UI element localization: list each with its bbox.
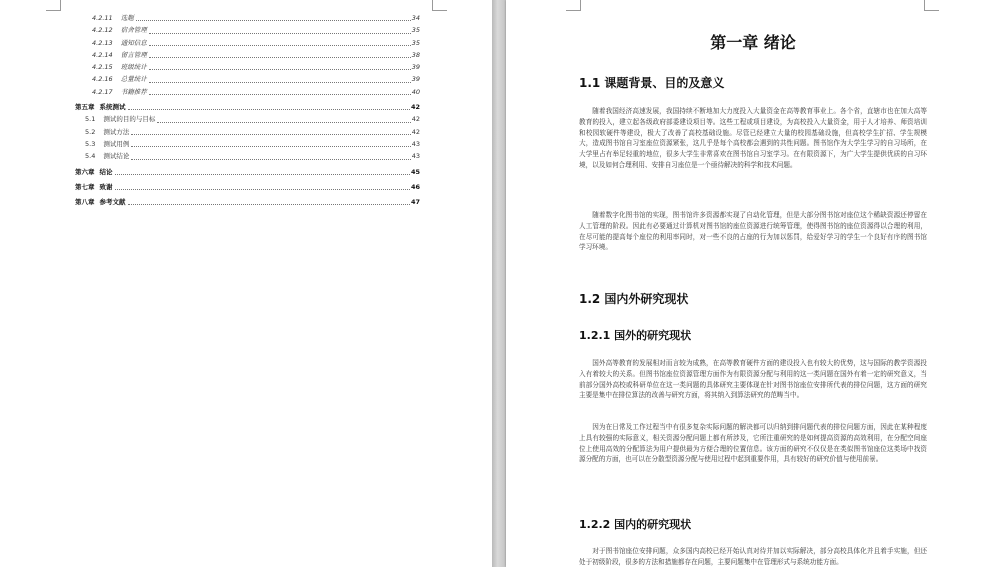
toc-entry-page: 40 — [411, 87, 420, 96]
toc-leader-dots — [149, 94, 411, 95]
toc-entry-page: 42 — [411, 115, 420, 124]
toc-entry[interactable] — [75, 113, 420, 125]
toc-entry-number: 4.2.13 — [92, 38, 113, 47]
toc-entry-number: 4.2.15 — [92, 63, 113, 72]
toc-entry-page: 39 — [411, 75, 420, 84]
toc-entry[interactable] — [75, 101, 420, 113]
document-page-toc — [0, 0, 492, 567]
toc-entry-title: 测试结论 — [103, 152, 130, 161]
toc-entry-number: 5.4 — [85, 152, 96, 161]
toc-entry-page: 35 — [411, 38, 420, 47]
toc-entry-page: 43 — [411, 152, 420, 161]
toc-entry-number: 5.1 — [85, 115, 96, 124]
page-gutter — [492, 0, 506, 567]
toc-entry-number: 4.2.17 — [92, 87, 113, 96]
toc-entry[interactable] — [75, 196, 420, 208]
toc-entry-title: 书籍推荐 — [120, 87, 147, 96]
toc-leader-dots — [149, 69, 411, 70]
toc-entry[interactable] — [75, 138, 420, 150]
toc-leader-dots — [128, 204, 410, 205]
toc-entry-title: 测试的目的与目标 — [103, 115, 156, 124]
toc-entry-page: 39 — [411, 63, 420, 72]
toc-leader-dots — [115, 189, 410, 190]
toc-leader-dots — [128, 109, 410, 110]
crop-mark — [566, 0, 581, 11]
toc-leader-dots — [136, 20, 411, 21]
toc-entry[interactable] — [75, 126, 420, 138]
toc-entry-title: 宿舍管理 — [120, 26, 147, 35]
toc-entry-page: 47 — [410, 198, 420, 207]
paragraph: 随着我国经济高速发展，我国持续不断地加大力度投入大量资金在高等教育事业上。各个省，直辖市也在加大高等教育的投入，建立起各级政府部委建设项目等。这些工程或项目建设，为高校投入大量资金，用于人才培养、师资培训和校园软硬件等建设，极大了改善了高校基础设施。尽管已经建立大量的校园基础设施，但高校学生扩招、学生规模大，造成图书馆自习室座位资源紧张，这几乎是每个高校都会遇到的共性问题。图书馆作为大学生学习的自习场所，在大学里占有举足轻重的地位，很多大学生非常喜欢在图书馆自习室学习。在有限资源下，为广大学生提供优质的自习环境，以及如何合理利用、安排自习座位是一个亟待解决的科学和技术问题。 — [579, 107, 927, 169]
toc-leader-dots — [131, 134, 410, 135]
toc-entry[interactable] — [75, 73, 420, 85]
toc-entry-page: 45 — [410, 167, 420, 176]
toc-entry-title: 班级统计 — [120, 63, 147, 72]
section-heading-1-2-2: 1.2.2 国内的研究现状 — [579, 518, 692, 531]
toc-entry-number: 5.2 — [85, 127, 96, 136]
toc-entry[interactable] — [75, 86, 420, 98]
paragraph: 国外高等教育的发展相对而言较为成熟，在高等教育硬件方面的建设投入也有较大的优势，这与国际的教学资源投入有着较大的关系。但图书馆座位资源管理方面作为有限资源分配与利用的这一类问题在国外有着一定的研究意义，当前部分国外高校或科研单位在这一类问题的具体研究主要体现在针对图书馆座位安排所代表的排位问题，这方面的研究主要是集中在排位算法的改善与研究方面，将其纳入到算法研究的范畴当中。 — [579, 359, 927, 400]
chapter-title: 第一章 绪论 — [710, 33, 796, 52]
toc-entry-page: 38 — [411, 50, 420, 59]
toc-entry-page: 34 — [411, 14, 420, 22]
section-heading-1-2-1: 1.2.1 国外的研究现状 — [579, 329, 692, 342]
toc-entry-number: 4.2.16 — [92, 75, 113, 84]
table-of-contents — [75, 12, 420, 208]
paragraph: 因为在日常及工作过程当中有很多复杂实际问题的解决都可以归纳到排问题代表的排位问题方面，因此在某种程度上具有较强的实际意义，相关资源分配问题上都有所涉及，它所注重研究的是如何提高资源的高效利用，在分配空间座位上使用高效的分配算法为用户提供最为方便合理的位置信息。该方面的研究不仅仅是在类似图书馆座位这类场中找资源分配的方面，也可以在分散型资源分配与使用过程中起到重要作用，具有较好的研究价值与使用前景。 — [579, 423, 927, 464]
toc-entry[interactable] — [75, 150, 420, 162]
toc-entry-page: 46 — [410, 182, 420, 191]
toc-entry-title: 测试用例 — [103, 139, 130, 148]
toc-leader-dots — [115, 174, 410, 175]
crop-mark — [924, 0, 939, 11]
toc-entry-number: 4.2.14 — [92, 50, 113, 59]
crop-mark — [46, 0, 61, 11]
toc-entry-page: 35 — [411, 26, 420, 35]
toc-leader-dots — [131, 146, 410, 147]
document-page-body — [506, 0, 999, 567]
section-heading-1-1: 1.1 课题背景、目的及意义 — [579, 76, 725, 90]
toc-entry-number: 5.3 — [85, 139, 96, 148]
toc-entry[interactable] — [75, 37, 420, 49]
toc-entry[interactable] — [75, 49, 420, 61]
toc-leader-dots — [131, 159, 410, 160]
paragraph: 对于图书馆座位安排问题，众多国内高校已经开始认真对待并加以实际解决，部分高校具体化并且着手实施，但还处于初级阶段，很多的方法和措施都存在问题，主要问题集中在管理形式与系统功能方面。 — [579, 547, 927, 566]
toc-leader-dots — [149, 33, 411, 34]
toc-leader-dots — [149, 45, 411, 46]
toc-entry-number: 第五章 — [75, 103, 95, 112]
toc-leader-dots — [149, 82, 411, 83]
toc-entry-page: 42 — [411, 127, 420, 136]
toc-entry-number: 第六章 — [75, 167, 95, 176]
toc-entry[interactable] — [75, 24, 420, 36]
toc-entry-title: 总量统计 — [120, 75, 147, 84]
toc-entry-number: 4.2.12 — [92, 26, 113, 35]
toc-entry-title: 参考文献 — [99, 198, 126, 207]
toc-entry-number: 第八章 — [75, 198, 95, 207]
toc-entry-title: 留言管理 — [120, 50, 147, 59]
toc-entry-title: 选题 — [120, 14, 134, 22]
paragraph: 随着数字化图书馆的实现，图书馆许多资源都实现了自动化管理，但是大部分图书馆对座位这个稀缺资源还停留在人工管理的阶段。因此有必要通过计算机对图书馆的座位资源进行统筹管理，使得图书馆的座位资源得以合理的利用，在尽可能的提高每个座位的利用率同时，对一些不良的占座的行为加以惩罚，给爱好学习的学生一个良好有序的图书馆学习环境。 — [579, 211, 927, 252]
section-heading-1-2: 1.2 国内外研究现状 — [579, 292, 689, 306]
toc-entry-title: 测试方法 — [103, 127, 130, 136]
toc-entry-title: 结论 — [99, 167, 113, 176]
toc-entry-number: 第七章 — [75, 182, 95, 191]
toc-entry-title: 系统测试 — [99, 103, 126, 112]
toc-leader-dots — [157, 122, 410, 123]
toc-entry-page: 43 — [411, 139, 420, 148]
toc-entry-page: 42 — [410, 103, 420, 112]
toc-entry-title: 通知信息 — [120, 38, 147, 47]
toc-leader-dots — [149, 57, 411, 58]
toc-entry[interactable] — [75, 181, 420, 193]
toc-entry[interactable] — [75, 166, 420, 178]
toc-entry[interactable] — [75, 12, 420, 24]
toc-entry[interactable] — [75, 61, 420, 73]
toc-entry-title: 致谢 — [99, 182, 113, 191]
crop-mark — [432, 0, 447, 11]
toc-entry-number: 4.2.11 — [92, 14, 113, 22]
